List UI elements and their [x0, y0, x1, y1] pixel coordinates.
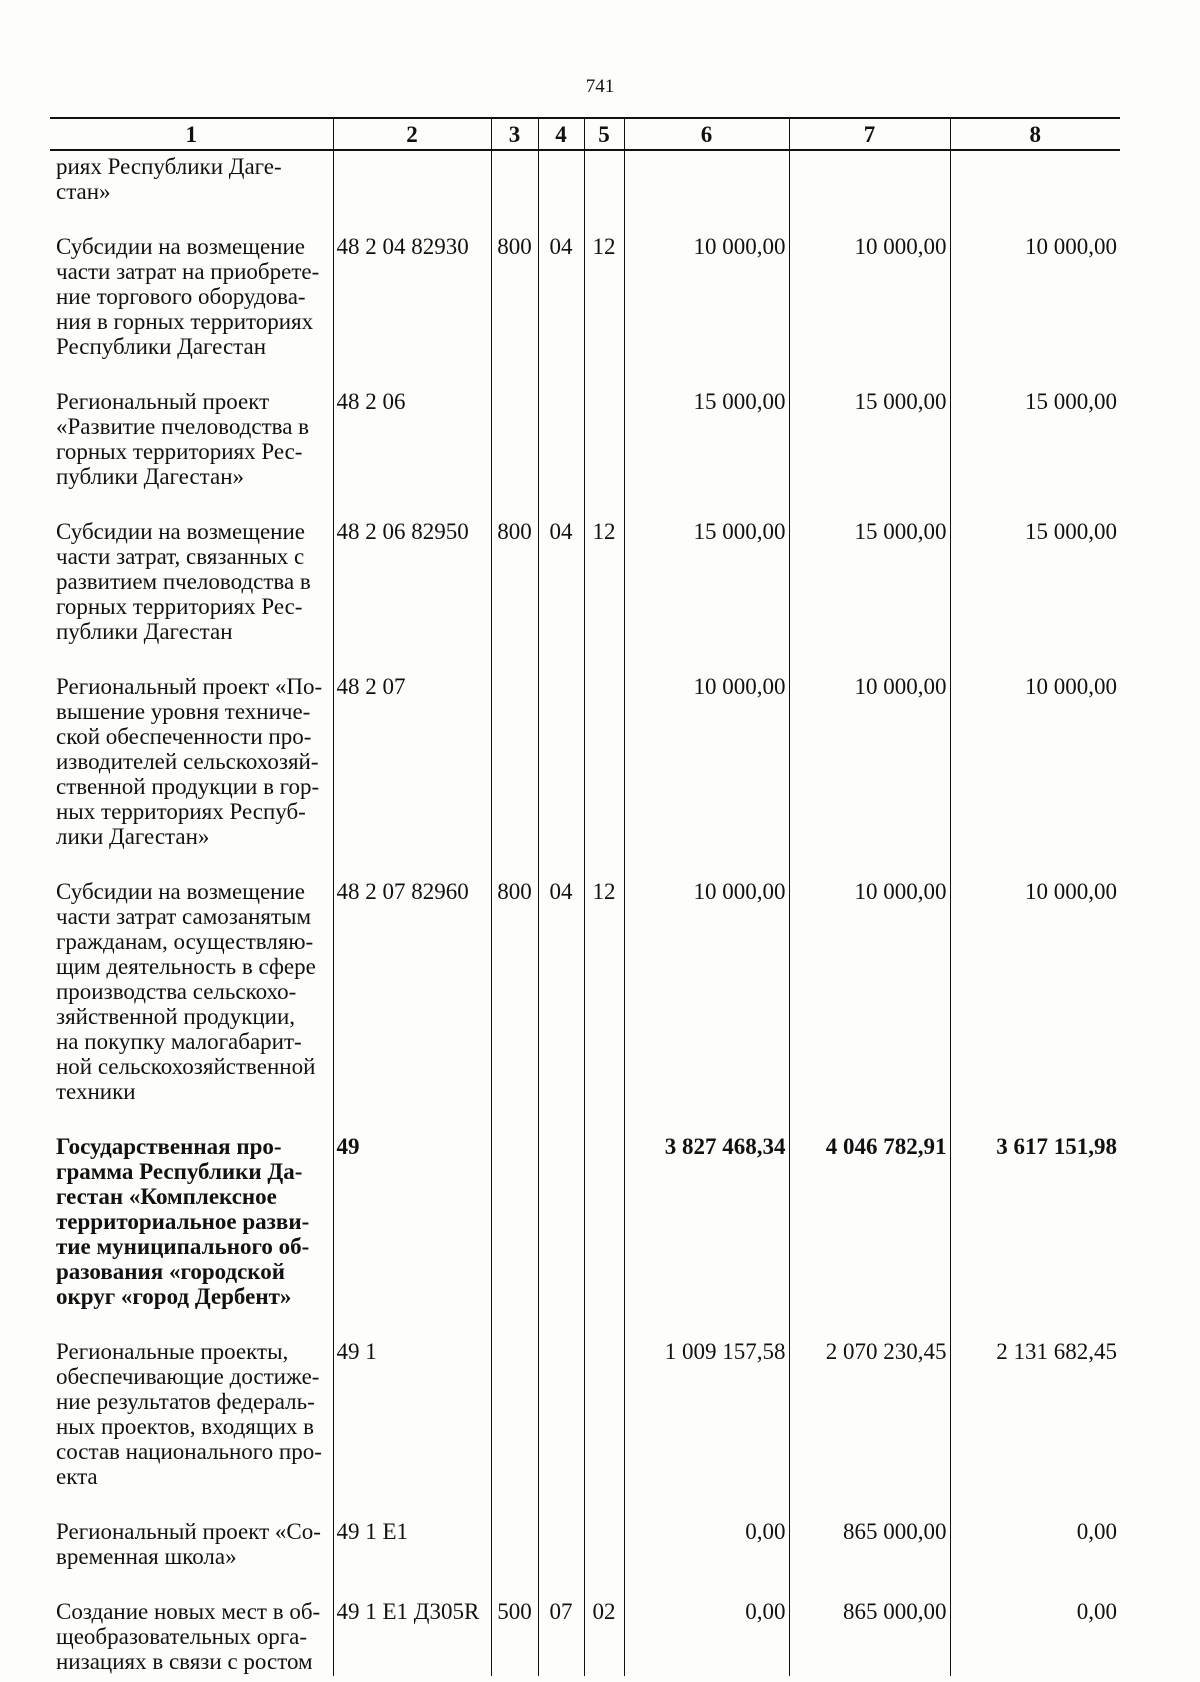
row-amount-6: 10 000,00: [624, 876, 789, 1104]
spacer-cell: [50, 644, 333, 671]
row-name-line: щим деятельность в сфере: [56, 954, 316, 979]
column-header-2: 2: [333, 118, 491, 150]
table-row: [50, 516, 1120, 644]
spacer-cell: [538, 1104, 584, 1131]
row-name-line: временная школа»: [56, 1544, 237, 1569]
row-name-line: производства сельскохо-: [56, 979, 297, 1004]
row-col-4: 04: [538, 516, 584, 644]
row-amount-7: 4 046 782,91: [789, 1131, 950, 1309]
row-name-line: Региональный проект «По-: [56, 674, 323, 699]
row-col-3: [491, 150, 538, 204]
row-col-5: [584, 1516, 624, 1569]
spacer-cell: [333, 359, 491, 386]
row-name-line: тие муниципального об-: [56, 1234, 310, 1259]
spacer-cell: [491, 849, 538, 876]
row-code: [333, 150, 491, 204]
spacer-cell: [50, 489, 333, 516]
row-name-line: ных территориях Респуб-: [56, 799, 306, 824]
column-header-5: 5: [584, 118, 624, 150]
row-col-3: [491, 1131, 538, 1309]
spacer-cell: [584, 489, 624, 516]
spacer-cell: [789, 644, 950, 671]
spacer-cell: [950, 359, 1120, 386]
header-row: [50, 118, 1120, 150]
row-amount-7: 15 000,00: [789, 386, 950, 489]
spacer-cell: [624, 1489, 789, 1516]
row-amount-8: 0,00: [950, 1516, 1120, 1569]
spacer-cell: [789, 204, 950, 231]
row-name-line: ных проектов, входящих в: [56, 1414, 315, 1439]
column-header-4: 4: [538, 118, 584, 150]
spacer-cell: [624, 1569, 789, 1596]
spacer-cell: [624, 204, 789, 231]
row-col-5: 12: [584, 876, 624, 1104]
table-row: [50, 1596, 1120, 1676]
row-col-3: [491, 1516, 538, 1569]
spacer-cell: [624, 1104, 789, 1131]
row-name-line: «Развитие пчеловодства в: [56, 414, 310, 439]
row-name-line: Субсидии на возмещение: [56, 879, 305, 904]
row-col-5: [584, 671, 624, 849]
row-name-line: Субсидии на возмещение: [56, 519, 305, 544]
row-name: [50, 671, 333, 849]
row-name-line: части затрат на приобрете-: [56, 259, 320, 284]
row-col-5: [584, 1131, 624, 1309]
row-name-line: стан»: [56, 179, 111, 204]
row-spacer: [50, 849, 1120, 876]
row-name-line: разования «городской: [56, 1259, 285, 1284]
table-row: [50, 231, 1120, 359]
row-code: 48 2 04 82930: [333, 231, 491, 359]
spacer-cell: [50, 849, 333, 876]
spacer-cell: [50, 204, 333, 231]
spacer-cell: [624, 489, 789, 516]
row-col-3: 500: [491, 1596, 538, 1676]
row-name-line: Региональные проекты,: [56, 1339, 289, 1364]
row-name-line: развитием пчеловодства в: [56, 569, 311, 594]
spacer-cell: [624, 644, 789, 671]
spacer-cell: [333, 1309, 491, 1336]
row-amount-8: [950, 150, 1120, 204]
table-row: [50, 150, 1120, 204]
row-col-4: [538, 1336, 584, 1489]
row-col-3: 800: [491, 876, 538, 1104]
row-name: [50, 231, 333, 359]
row-name-line: обеспечивающие достиже-: [56, 1364, 320, 1389]
row-name-line: Республики Дагестан: [56, 334, 266, 359]
spacer-cell: [584, 849, 624, 876]
row-amount-8: 2 131 682,45: [950, 1336, 1120, 1489]
spacer-cell: [538, 204, 584, 231]
row-name: [50, 1596, 333, 1676]
row-name-line: Субсидии на возмещение: [56, 234, 305, 259]
row-amount-6: 0,00: [624, 1516, 789, 1569]
row-name-line: риях Республики Даге-: [56, 154, 282, 179]
spacer-cell: [950, 1104, 1120, 1131]
row-name-line: части затрат, связанных с: [56, 544, 305, 569]
spacer-cell: [333, 204, 491, 231]
table-row: [50, 1516, 1120, 1569]
spacer-cell: [538, 849, 584, 876]
row-amount-8: 15 000,00: [950, 386, 1120, 489]
row-name-line: ственной продукции в гор-: [56, 774, 320, 799]
spacer-cell: [950, 1309, 1120, 1336]
row-amount-7: [789, 150, 950, 204]
row-amount-7: 865 000,00: [789, 1596, 950, 1676]
table-row: [50, 671, 1120, 849]
column-header-8: 8: [950, 118, 1120, 150]
column-header-6: 6: [624, 118, 789, 150]
row-col-4: [538, 1516, 584, 1569]
table-body: [50, 150, 1120, 1676]
row-col-5: 12: [584, 231, 624, 359]
row-amount-7: 10 000,00: [789, 876, 950, 1104]
spacer-cell: [789, 359, 950, 386]
budget-table: [50, 117, 1120, 1676]
row-code: 48 2 07 82960: [333, 876, 491, 1104]
row-amount-7: 10 000,00: [789, 231, 950, 359]
table-row: [50, 876, 1120, 1104]
spacer-cell: [333, 1104, 491, 1131]
spacer-cell: [584, 1569, 624, 1596]
row-col-5: 12: [584, 516, 624, 644]
row-name: [50, 150, 333, 204]
spacer-cell: [584, 204, 624, 231]
row-name-line: ния в горных территориях: [56, 309, 314, 334]
row-name-line: лики Дагестан»: [56, 824, 210, 849]
spacer-cell: [50, 359, 333, 386]
row-name-line: гражданам, осуществляю-: [56, 929, 314, 954]
row-col-4: [538, 671, 584, 849]
spacer-cell: [491, 1569, 538, 1596]
row-name-line: округ «город Дербент»: [56, 1284, 292, 1309]
spacer-cell: [950, 849, 1120, 876]
row-amount-7: 865 000,00: [789, 1516, 950, 1569]
row-col-5: [584, 386, 624, 489]
spacer-cell: [950, 1569, 1120, 1596]
row-col-3: [491, 386, 538, 489]
spacer-cell: [491, 1309, 538, 1336]
spacer-cell: [789, 1104, 950, 1131]
row-amount-8: 10 000,00: [950, 671, 1120, 849]
spacer-cell: [538, 1309, 584, 1336]
spacer-cell: [789, 1569, 950, 1596]
row-col-4: [538, 386, 584, 489]
spacer-cell: [333, 1569, 491, 1596]
row-amount-8: 3 617 151,98: [950, 1131, 1120, 1309]
row-name: [50, 386, 333, 489]
row-col-4: [538, 150, 584, 204]
row-col-3: [491, 1336, 538, 1489]
row-name-line: публики Дагестан»: [56, 464, 245, 489]
row-name: [50, 516, 333, 644]
row-name-line: грамма Республики Да-: [56, 1159, 303, 1184]
row-name-line: вышение уровня техниче-: [56, 699, 311, 724]
row-name-line: екта: [56, 1464, 98, 1489]
table-row: [50, 1336, 1120, 1489]
row-amount-6: 15 000,00: [624, 516, 789, 644]
row-name-line: горных территориях Рес-: [56, 439, 303, 464]
spacer-cell: [624, 849, 789, 876]
row-amount-6: 10 000,00: [624, 231, 789, 359]
row-name-line: горных территориях Рес-: [56, 594, 303, 619]
row-spacer: [50, 1104, 1120, 1131]
row-code: 49: [333, 1131, 491, 1309]
row-name-line: ние результатов федераль-: [56, 1389, 315, 1414]
table-header: [50, 118, 1120, 150]
row-code: 49 1: [333, 1336, 491, 1489]
row-name-line: части затрат самозанятым: [56, 904, 312, 929]
column-header-3: 3: [491, 118, 538, 150]
spacer-cell: [491, 644, 538, 671]
row-name-line: ской обеспеченности про-: [56, 724, 312, 749]
spacer-cell: [789, 1309, 950, 1336]
spacer-cell: [950, 644, 1120, 671]
spacer-cell: [538, 644, 584, 671]
spacer-cell: [950, 1489, 1120, 1516]
row-name-line: гестан «Комплексное: [56, 1184, 277, 1209]
row-amount-7: 15 000,00: [789, 516, 950, 644]
spacer-cell: [333, 849, 491, 876]
row-spacer: [50, 1489, 1120, 1516]
row-amount-8: 15 000,00: [950, 516, 1120, 644]
row-name-line: зяйственной продукции,: [56, 1004, 296, 1029]
spacer-cell: [584, 1104, 624, 1131]
row-col-3: 800: [491, 231, 538, 359]
row-col-4: 04: [538, 231, 584, 359]
row-name: [50, 1336, 333, 1489]
row-name: [50, 1131, 333, 1309]
row-col-5: [584, 150, 624, 204]
row-code: 48 2 07: [333, 671, 491, 849]
row-spacer: [50, 359, 1120, 386]
row-name-line: состав национального про-: [56, 1439, 322, 1464]
row-code: 49 1 Е1 Д305R: [333, 1596, 491, 1676]
row-code: 48 2 06 82950: [333, 516, 491, 644]
row-name-line: Региональный проект: [56, 389, 270, 414]
column-header-1: 1: [50, 118, 333, 150]
row-amount-7: 10 000,00: [789, 671, 950, 849]
row-spacer: [50, 1309, 1120, 1336]
spacer-cell: [50, 1309, 333, 1336]
row-amount-8: 10 000,00: [950, 231, 1120, 359]
row-amount-6: 3 827 468,34: [624, 1131, 789, 1309]
row-name-line: ной сельскохозяйственной: [56, 1054, 316, 1079]
spacer-cell: [584, 1309, 624, 1336]
spacer-cell: [50, 1569, 333, 1596]
spacer-cell: [789, 1489, 950, 1516]
row-name-line: Региональный проект «Со-: [56, 1519, 321, 1544]
spacer-cell: [491, 1489, 538, 1516]
spacer-cell: [491, 1104, 538, 1131]
spacer-cell: [491, 489, 538, 516]
row-amount-6: 1 009 157,58: [624, 1336, 789, 1489]
row-amount-6: [624, 150, 789, 204]
spacer-cell: [538, 489, 584, 516]
row-name-line: низациях в связи с ростом: [56, 1649, 313, 1674]
row-col-4: 07: [538, 1596, 584, 1676]
table-row: [50, 386, 1120, 489]
row-spacer: [50, 204, 1120, 231]
spacer-cell: [624, 359, 789, 386]
spacer-cell: [789, 489, 950, 516]
row-col-5: 02: [584, 1596, 624, 1676]
row-name-line: Государственная про-: [56, 1134, 282, 1159]
spacer-cell: [624, 1309, 789, 1336]
row-code: 49 1 Е1: [333, 1516, 491, 1569]
table-row: [50, 1131, 1120, 1309]
spacer-cell: [584, 644, 624, 671]
row-col-4: 04: [538, 876, 584, 1104]
row-amount-6: 10 000,00: [624, 671, 789, 849]
row-amount-6: 15 000,00: [624, 386, 789, 489]
row-amount-8: 10 000,00: [950, 876, 1120, 1104]
spacer-cell: [950, 489, 1120, 516]
row-name: [50, 876, 333, 1104]
spacer-cell: [491, 204, 538, 231]
row-name: [50, 1516, 333, 1569]
row-name-line: публики Дагестан: [56, 619, 233, 644]
spacer-cell: [333, 1489, 491, 1516]
spacer-cell: [333, 644, 491, 671]
row-name-line: щеобразовательных орга-: [56, 1624, 307, 1649]
row-name-line: на покупку малогабарит-: [56, 1029, 302, 1054]
page-number: 741: [585, 76, 615, 97]
column-header-7: 7: [789, 118, 950, 150]
spacer-cell: [950, 204, 1120, 231]
spacer-cell: [789, 849, 950, 876]
row-amount-7: 2 070 230,45: [789, 1336, 950, 1489]
spacer-cell: [584, 359, 624, 386]
row-name-line: Создание новых мест в об-: [56, 1599, 321, 1624]
spacer-cell: [50, 1104, 333, 1131]
spacer-cell: [584, 1489, 624, 1516]
row-name-line: территориальное разви-: [56, 1209, 310, 1234]
row-amount-6: 0,00: [624, 1596, 789, 1676]
row-code: 48 2 06: [333, 386, 491, 489]
row-col-3: 800: [491, 516, 538, 644]
row-name-line: техники: [56, 1079, 136, 1104]
spacer-cell: [333, 489, 491, 516]
row-col-4: [538, 1131, 584, 1309]
row-amount-8: 0,00: [950, 1596, 1120, 1676]
spacer-cell: [538, 1489, 584, 1516]
row-col-5: [584, 1336, 624, 1489]
row-col-3: [491, 671, 538, 849]
spacer-cell: [538, 1569, 584, 1596]
row-name-line: ние торгового оборудова-: [56, 284, 306, 309]
spacer-cell: [50, 1489, 333, 1516]
spacer-cell: [491, 359, 538, 386]
row-spacer: [50, 1569, 1120, 1596]
row-spacer: [50, 489, 1120, 516]
spacer-cell: [538, 359, 584, 386]
row-name-line: изводителей сельскохозяй-: [56, 749, 319, 774]
row-spacer: [50, 644, 1120, 671]
